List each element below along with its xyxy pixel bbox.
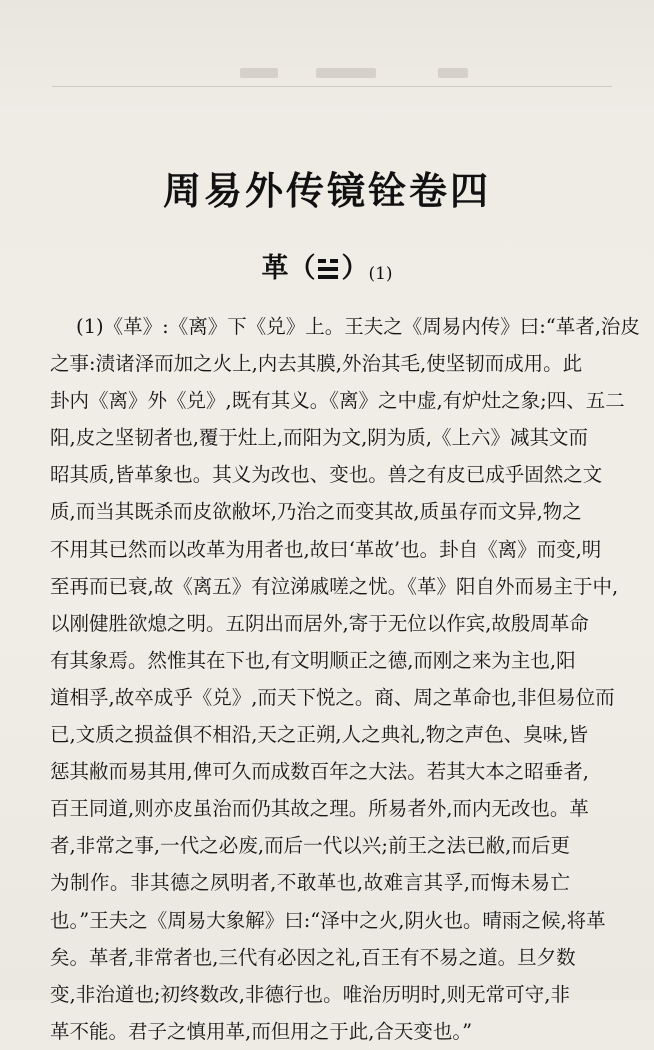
section-paren-open: （ <box>288 253 316 284</box>
text-line: 阳,皮之坚韧者也,覆于灶上,而阳为文,阴为质,《上六》减其文而 <box>50 426 588 450</box>
text-line: 以刚健胜欲熄之明。五阴出而居外,寄于无位以作宾,故殷周革命 <box>50 611 589 635</box>
chapter-title: 周易外传镜铨卷四 <box>162 169 491 213</box>
text-line: 百王同道,则亦皮虽治而仍其故之理。所易者外,而内无改也。革 <box>50 797 589 821</box>
bleed-through-header <box>0 68 654 82</box>
text-line: 不用其已然而以改革为用者也,故曰‘革故’也。卦自《离》而变,明 <box>50 537 602 561</box>
text-line: 革不能。君子之慎用革,而但用之于此,合天变也。” <box>50 1019 473 1043</box>
text-line: 质,而当其既杀而皮欲敝坏,乃治之而变其故,质虽存而文异,物之 <box>50 500 582 524</box>
text-line: 道相孚,故卒成乎《兑》,而天下悦之。商、周之革命也,非但易位而 <box>50 685 615 709</box>
text-line: 卦内《离》外《兑》,既有其义。《离》之中虚,有炉灶之象;四、五二 <box>50 389 625 413</box>
section-name: 革 <box>261 253 289 284</box>
text-line: 矣。革者,非常者也,三代有必因之礼,百王有不易之道。旦夕数 <box>50 945 576 969</box>
bleed-through-rule <box>52 86 612 87</box>
text-line: 至再而已衰,故《离五》有泣涕戚嗟之忧。《革》阳自外而易主于中, <box>50 574 619 598</box>
text-line: 之事:渍诸泽而加之火上,内去其膜,外治其毛,使坚韧而成用。此 <box>50 352 583 376</box>
ge-hexagram-icon <box>317 258 339 280</box>
text-line: 已,文质之损益俱不相沿,天之正朔,人之典礼,物之声色、臭味,皆 <box>50 723 588 747</box>
annotation-body <box>50 308 640 1050</box>
text-line: (1)《革》:《离》下《兑》上。王夫之《周易内传》曰:“革者,治皮 <box>76 315 640 338</box>
section-paren-close: ） <box>341 253 369 284</box>
text-line: 者,非常之事,一代之必废,而后一代以兴;前王之法已敝,而后更 <box>50 834 570 858</box>
text-line: 惩其敝而易其用,俾可久而成数百年之大法。若其大本之昭垂者, <box>50 760 589 784</box>
text-line: 昭其质,皆革象也。其义为改也、变也。兽之有皮已成乎固然之文 <box>50 463 603 487</box>
footnote-marker: (1) <box>368 264 393 284</box>
text-line: 为制作。非其德之夙明者,不敢革也,故难言其孚,而悔未易亡 <box>50 871 570 895</box>
text-line: 也。”王夫之《周易大象解》曰:“泽中之火,阴火也。晴雨之候,将革 <box>50 908 606 932</box>
text-line: 变,非治道也;初终数改,非德行也。唯治历明时,则无常可守,非 <box>50 982 570 1006</box>
section-heading <box>0 246 654 285</box>
text-line: 有其象焉。然惟其在下也,有文明顺正之德,而刚之来为主也,阳 <box>50 648 576 672</box>
